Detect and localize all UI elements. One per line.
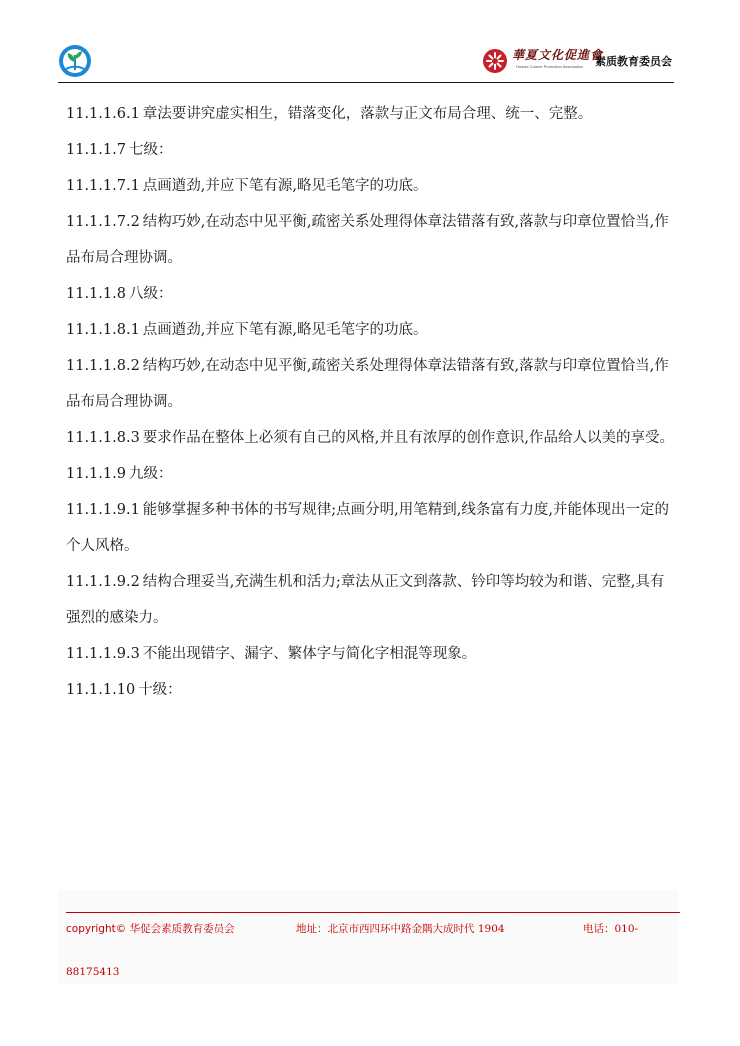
clause-text: 结构巧妙,在动态中见平衡,疏密关系处理得体章法错落有致,落款与印章位置恰当,作品布局合理协调。 <box>66 214 669 266</box>
paragraph <box>66 564 678 636</box>
clause-text: 要求作品在整体上必须有自己的风格,并且有浓厚的创作意识,作品给人以美的享受。 <box>142 430 675 446</box>
paragraph <box>66 636 678 672</box>
clause-number: 11.1.1.9.1 <box>66 502 140 518</box>
clause-number: 11.1.1.8.3 <box>66 430 140 446</box>
paragraph <box>66 456 678 492</box>
paragraph <box>66 420 678 456</box>
clause-text: 点画遒劲,并应下笔有源,略见毛笔字的功底。 <box>142 178 428 194</box>
clause-number: 11.1.1.10 <box>66 682 136 698</box>
clause-text: 能够掌握多种书体的书写规律;点画分明,用笔精到,线条富有力度,并能体现出一定的个人风格。 <box>66 502 670 554</box>
clause-number: 11.1.1.9 <box>66 466 126 482</box>
clause-text: 章法要讲究虚实相生，错落变化，落款与正文布局合理、统一、完整。 <box>142 106 593 122</box>
paragraph <box>66 312 678 348</box>
clause-text: 结构巧妙,在动态中见平衡,疏密关系处理得体章法错落有致,落款与印章位置恰当,作品布局合理协调。 <box>66 358 669 410</box>
association-logo-icon <box>58 44 92 78</box>
clause-text: 七级： <box>128 142 173 158</box>
huaxia-emblem-icon <box>482 48 508 74</box>
footer-phone-label: 电话：010- <box>583 923 639 935</box>
paragraph <box>66 348 678 420</box>
paragraph <box>66 276 678 312</box>
clause-text: 结构合理妥当,充满生机和活力;章法从正文到落款、钤印等均较为和谐、完整,具有强烈的感染力。 <box>66 574 665 626</box>
clause-number: 11.1.1.6.1 <box>66 106 140 122</box>
page-header <box>0 0 740 86</box>
clause-text: 九级： <box>128 466 173 482</box>
clause-text: 不能出现错字、漏字、繁体字与简化字相混等现象。 <box>142 646 477 662</box>
clause-number: 11.1.1.8 <box>66 286 126 302</box>
org-calligraphy-logotype: 華夏文化促進會 <box>512 48 604 62</box>
clause-number: 11.1.1.9.3 <box>66 646 140 662</box>
paragraph <box>66 132 678 168</box>
footer-phone-number: 88175413 <box>66 966 120 978</box>
paragraph <box>66 168 678 204</box>
footer-address: 地址：北京市西四环中路金隅大成时代 1904 <box>296 923 505 935</box>
footer-copyright: copyright© 华促会素质教育委员会 <box>66 923 235 935</box>
paragraph <box>66 672 678 708</box>
clause-text: 点画遒劲,并应下笔有源,略见毛笔字的功底。 <box>142 322 428 338</box>
paragraph <box>66 96 678 132</box>
clause-number: 11.1.1.8.1 <box>66 322 140 338</box>
page-footer <box>58 890 678 984</box>
paragraph <box>66 204 678 276</box>
committee-name: 素质教育委员会 <box>595 55 672 68</box>
clause-number: 11.1.1.7 <box>66 142 126 158</box>
clause-number: 11.1.1.7.1 <box>66 178 140 194</box>
clause-number: 11.1.1.9.2 <box>66 574 140 590</box>
clause-number: 11.1.1.7.2 <box>66 214 140 230</box>
paragraph <box>66 492 678 564</box>
clause-text: 十级： <box>138 682 182 698</box>
document-body <box>66 96 678 708</box>
header-divider <box>58 82 674 83</box>
clause-number: 11.1.1.8.2 <box>66 358 140 374</box>
footer-divider <box>66 912 680 913</box>
clause-text: 八级： <box>128 286 173 302</box>
org-english-name: Huaxia Culture Promotion Association <box>516 64 584 69</box>
